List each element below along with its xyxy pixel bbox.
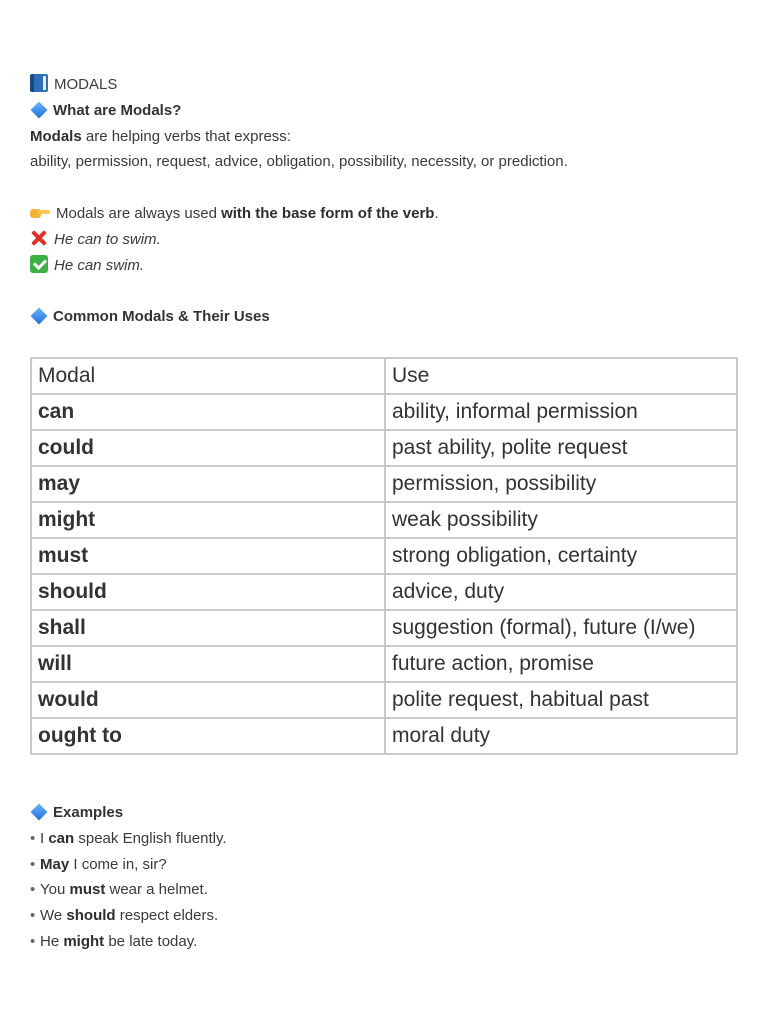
- modal-cell: ought to: [31, 718, 385, 754]
- use-cell: polite request, habitual past: [385, 682, 737, 718]
- table-row: [31, 394, 737, 430]
- wrong-example-line: [30, 227, 740, 253]
- example-modal: can: [48, 829, 75, 847]
- bullet-icon: •: [30, 829, 36, 847]
- rule-line: [30, 201, 740, 227]
- notes-document: [30, 72, 740, 330]
- example-modal: must: [69, 881, 106, 899]
- title-text: MODALS: [54, 76, 118, 93]
- document-title: [30, 72, 740, 98]
- wrong-example: He can to swim.: [54, 230, 161, 248]
- table-row: [31, 466, 737, 502]
- example-modal: May: [40, 855, 70, 873]
- section-heading-examples: [30, 800, 740, 826]
- bullet-icon: •: [30, 855, 36, 873]
- modal-cell: shall: [31, 610, 385, 646]
- modals-table-container: [30, 357, 738, 755]
- blue-diamond-icon: [31, 804, 48, 821]
- modal-cell: must: [31, 538, 385, 574]
- right-example-line: [30, 253, 740, 279]
- example-text: We: [40, 907, 67, 925]
- bullet-icon: •: [30, 932, 36, 950]
- table-row: [31, 502, 737, 538]
- example-modal: might: [63, 932, 105, 950]
- examples-section: [30, 800, 740, 955]
- use-cell: past ability, polite request: [385, 430, 737, 466]
- modal-cell: will: [31, 646, 385, 682]
- blue-diamond-icon: [31, 101, 48, 118]
- bullet-icon: •: [30, 881, 36, 899]
- rule-emphasis: with the base form of the verb: [221, 204, 435, 222]
- example-text: I: [40, 829, 49, 847]
- section-heading-text: Examples: [53, 804, 124, 821]
- example-text: He: [40, 932, 64, 950]
- modal-cell: would: [31, 682, 385, 718]
- table-row: [31, 682, 737, 718]
- blue-diamond-icon: [31, 308, 48, 325]
- green-check-icon: [30, 255, 48, 273]
- blue-book-icon: [30, 74, 48, 92]
- use-cell: suggestion (formal), future (I/we): [385, 610, 737, 646]
- modal-cell: could: [31, 430, 385, 466]
- modal-cell: might: [31, 502, 385, 538]
- section-heading-text: Common Modals & Their Uses: [53, 308, 270, 326]
- modal-cell: may: [31, 466, 385, 502]
- example-text: respect elders.: [115, 907, 219, 925]
- table-row: [31, 430, 737, 466]
- use-cell: ability, informal permission: [385, 394, 737, 430]
- table-row: [31, 718, 737, 754]
- definition-line: [30, 124, 740, 150]
- example-text: I come in, sir?: [69, 855, 167, 873]
- table-row: [31, 538, 737, 574]
- definition-term: Modals: [30, 127, 82, 145]
- spacer: [30, 278, 740, 304]
- section-heading-what: [30, 98, 740, 124]
- list-item: [30, 903, 740, 929]
- use-cell: future action, promise: [385, 646, 737, 682]
- example-text: You: [40, 881, 70, 899]
- spacer: [30, 175, 740, 201]
- list-item: [30, 877, 740, 903]
- table-row: [31, 610, 737, 646]
- column-header-use: Use: [385, 358, 737, 394]
- right-example: He can swim.: [54, 256, 145, 274]
- red-cross-icon: [30, 229, 48, 247]
- table-row: [31, 646, 737, 682]
- pointing-hand-icon: [30, 207, 50, 219]
- table-row: [31, 574, 737, 610]
- rule-text: Modals are always used: [56, 204, 222, 222]
- use-cell: permission, possibility: [385, 466, 737, 502]
- list-item: [30, 826, 740, 852]
- modals-table: [30, 357, 738, 755]
- example-modal: should: [66, 907, 116, 925]
- list-item: [30, 852, 740, 878]
- use-cell: weak possibility: [385, 502, 737, 538]
- list-item: [30, 929, 740, 955]
- use-cell: strong obligation, certainty: [385, 538, 737, 574]
- rule-end: .: [434, 204, 439, 222]
- use-cell: moral duty: [385, 718, 737, 754]
- example-text: wear a helmet.: [105, 881, 208, 899]
- table-header-row: [31, 358, 737, 394]
- modal-cell: should: [31, 574, 385, 610]
- section-heading-text: What are Modals?: [53, 101, 182, 119]
- use-cell: advice, duty: [385, 574, 737, 610]
- example-text: be late today.: [104, 932, 198, 950]
- column-header-modal: Modal: [31, 358, 385, 394]
- section-heading-table: [30, 304, 740, 330]
- definition-text: are helping verbs that express:: [81, 127, 291, 145]
- bullet-icon: •: [30, 907, 36, 925]
- modal-cell: can: [31, 394, 385, 430]
- uses-line: ability, permission, request, advice, obligation, possibility, necessity, or prediction.: [30, 153, 568, 171]
- example-text: speak English fluently.: [74, 829, 227, 847]
